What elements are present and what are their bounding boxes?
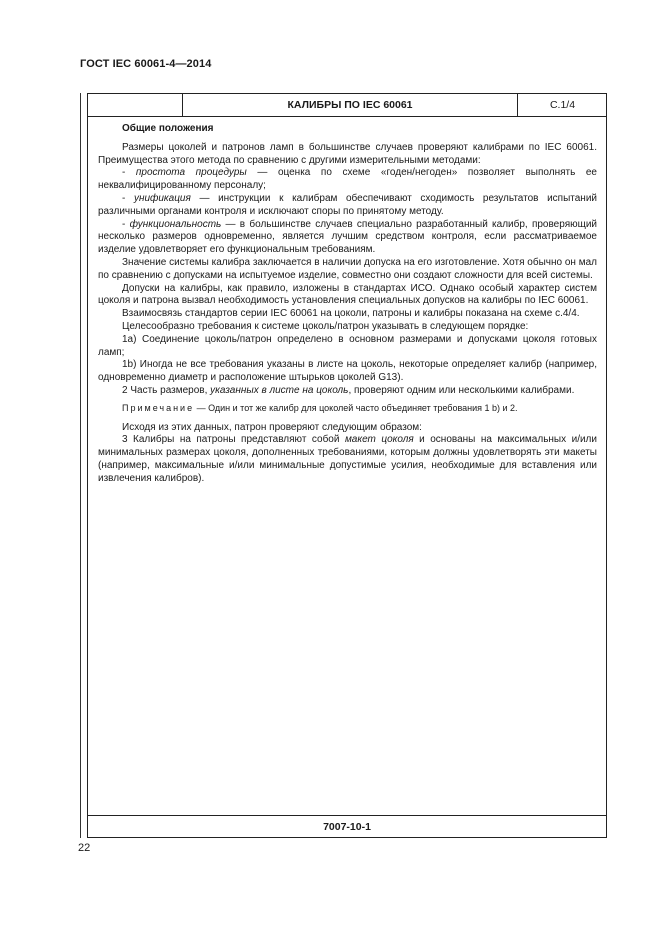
paragraph-tolerances: Допуски на калибры, как правило, изложены в стандартах ИСО. Однако особый характер систем цоколя и патрона вызвал необходимость установления специальных допусков на калибры по IEC 60061. [98,282,597,307]
paragraph-holder-check: Исходя из этих данных, патрон проверяют следующим образом: [122,421,422,433]
paragraph-3 [98,434,597,485]
standard-header: ГОСТ IEC 60061-4—2014 [80,58,212,70]
paragraph-2 [98,385,597,398]
margin-line [80,93,81,838]
paragraph-relationship: Взаимосвязь стандартов серии IEC 60061 на цоколи, патроны и калибры показана на схеме с.4/4. [122,308,580,320]
text-unification: — инструкции к калибрам обеспечивают сходимость результатов испытаний различными органами контроля и исключают споры по принятому методу. [98,192,598,217]
page-number: 22 [78,842,91,854]
term-functionality: функциональность [129,218,222,230]
sheet-content [98,123,597,486]
paragraph-1b: 1b) Иногда не все требования указаны в листе на цоколь, некоторые определяет калибр (например, одновременно диаметр и расположение штырьков цоколей G13). [98,359,597,384]
gauge-sheet [87,93,607,838]
sheet-code: 7007-10-1 [88,815,606,837]
text-simplicity: — оценка по схеме «годен/негоден» позволяет выполнять ее неквалифицированному персоналу; [98,167,597,192]
title-blank-cell [88,94,183,116]
note-text: — Один и тот же калибр для цоколей часто объединяет требования 1 b) и 2. [194,402,518,413]
sheet-title: КАЛИБРЫ ПО IEC 60061 [183,94,518,116]
paragraph-functionality: - функциональность — в большинстве случаев специально разработанный калибр, проверяющий несколько размеров одновременно, является лучшим средством контроля, если рассматриваемое изделие удовлетворяет его функциональным требованиям. [98,218,598,256]
paragraph-unification: - унификация — инструкции к калибрам обеспечивают сходимость результатов испытаний различными органами контроля и исключают споры по принятому методу. [98,192,598,217]
term-3: макет цоколя [344,434,414,446]
section-title: Общие положения [122,123,214,134]
term-unification: унификация [133,192,191,204]
paragraph-order: Целесообразно требования к системе цоколь/патрон указывать в следующем порядке: [122,320,529,332]
text-3-after: и основаны на максимальных и/или минимальных размерах цоколя, дополненных требованиями, которым должны удовлетворять эти макеты (например, максимальные и/или минимальные допустимые усилия, необходимые для вставления или извлечения калибров). [98,434,597,484]
text-2-before: 2 Часть размеров, [122,384,211,396]
sheet-title-row [88,94,606,117]
paragraph-simplicity: - простота процедуры — оценка по схеме «годен/негоден» позволяет выполнять ее неквалифицированному персоналу; [98,167,597,192]
paragraph-1a: 1a) Соединение цоколь/патрон определено в основном размерами и допусками цоколя готовых ламп; [98,333,597,358]
term-2: указанных в листе на цоколь [210,384,349,396]
note-label: Примечание [122,402,195,413]
note [98,402,597,415]
sheet-number: С.1/4 [549,99,576,111]
term-simplicity: простота процедуры [135,167,247,179]
paragraph-intro: Размеры цоколей и патронов ламп в большинстве случаев проверяют калибрами по IEC 60061. Преимущества этого метода по сравнению с другими измерительными методами: [98,141,597,166]
text-3-before: 3 Калибры на патроны представляют собой [122,434,345,446]
text-functionality: — в большинстве случаев специально разработанный калибр, проверяющий несколько размеров одновременно, является лучшим средством контроля, если рассматриваемое изделие удовлетворяет его функциональным требованиям. [98,218,598,256]
paragraph-gauge-value: Значение системы калибра заключается в наличии допуска на его изготовление. Хотя обычно он мал по сравнению с допусками на испытуемое изделие, совместно они создают сложности для всей системы. [98,256,597,281]
text-2-after: , проверяют одним или несколькими калибрами. [348,384,575,396]
